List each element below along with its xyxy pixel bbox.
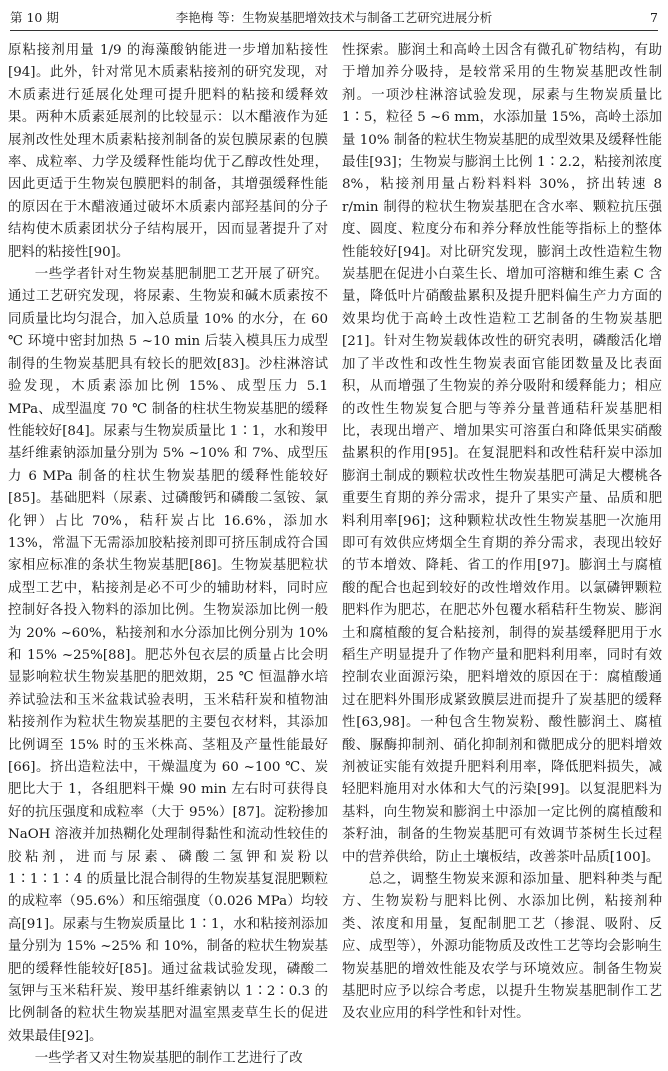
- paragraph: 总之，调整生物炭来源和添加量、肥料种类与配方、生物炭粉与肥料比例、水添加比例，粘接剂种类、浓度和用量，复配制肥工艺（掺混、吸附、反应、成型等），外源功能物质及改性工艺等均会影响生物炭基肥的增效性能及农学与环境效应。制备生物炭基肥时应予以综合考虑，以提升生物炭基肥制作工艺及农业应用的科学性和针对性。: [342, 872, 662, 1022]
- paragraph: 原粘接剂用量 1/9 的海藻酸钠能进一步增加粘接性[94]。此外，针对常见木质素粘接剂的研究发现，对木质素进行延展化处理可提升肥料的粘接和缓释效果。两种木质素延展剂的比较显示：以木醋液作为延展剂改性处理木质素粘接剂制备的炭包膜尿素的包膜率、成粒率、力学及缓释性能均优于乙醇改性处理，因此更适于生物炭包膜肥料的制备，其增强缓释性能的原因在于木醋液通过破坏木质素内部羟基间的分子结构使木质素团状分子结构展开，因而显著提升了对肥料的粘接性[90]。: [8, 43, 328, 260]
- paragraph: 一些学者又对生物炭基肥的制作工艺进行了改: [34, 1051, 303, 1067]
- page-number: 7: [650, 9, 658, 25]
- left-column: [8, 40, 328, 1067]
- running-title: 李艳梅 等：生物炭基肥增效技术与制备工艺研究进展分析: [175, 10, 493, 25]
- paragraph: 一些学者针对生物炭基肥制肥工艺开展了研究。通过工艺研究发现，将尿素、生物炭和碱木质素按不同质量比均匀混合，加入总质量 10% 的水分，在 60 ℃ 环境中密封加热 5 ~10 min 后装入模具压力成型制得的生物炭基肥具有较长的肥效[83]。沙柱淋溶试验发现，木质素添加比例 15%、成型压力 5.1 MPa、成型温度 70 ℃ 制备的柱状生物炭基肥的缓释性能较好[84]。尿素与生物炭质量比 1∶1，水和羧甲基纤维素钠添加量分别为 5% ~10% 和 7%、成型压力 6 MPa 制备的柱状生物炭基肥的缓释性能较好[85]。基础肥料（尿素、过磷酸钙和磷酸二氢铵、氯化钾）占比 70%，秸秆炭占比 16.6%，添加水 13%，常温下无需添加胶粘接剂即可挤压制成符合国家相应标准的条状生物炭基肥[86]。生物炭基肥粒状成型工艺中，粘接剂是必不可少的辅助材料，同时应控制好各投入物料的添加比例。生物炭添加比例一般为 20% ~60%，粘接剂和水分添加比例分别为 10% 和 15% ~25%[88]。肥芯外包衣层的质量占比会明显影响粒状生物炭基肥的肥效期，25 ℃ 恒温静水培养试验法和玉米盆栽试验表明，玉米秸秆炭和植物油粘接剂作为粒状生物炭基肥的主要包衣材料，其添加比例调至 15% 时的玉米株高、茎粗及产量性能最好[66]。挤出造粒法中，干燥温度为 60 ~100 ℃、炭肥比大于 1，各组肥料干燥 90 min 左右时可获得良好的抗压强度和成粒率（大于 95%）[87]。淀粉掺加 NaOH 溶液并加热糊化处理制得黏性和流动性较佳的胶粘剂，进而与尿素、磷酸二氢钾和炭粉以 1∶1∶1∶4 的质量比混合制得的生物炭基复混肥颗粒的成粒率（95.6%）和压缩强度（0.026 MPa）均较高[91]。尿素与生物炭质量比 1∶1，水和粘接剂添加量分别为 15% ~25% 和 10%，制备的粒状生物炭基肥的缓释性能较好[85]。通过盆栽试验发现，磷酸二氢钾与玉米秸秆炭、羧甲基纤维素钠以 1∶2∶0.3 的比例制备的粒状生物炭基肥对温室黑麦草生长的促进效果最佳[92]。: [8, 267, 328, 1044]
- running-header: [10, 6, 658, 28]
- paragraph: 性探索。膨润土和高岭土因含有微孔矿物结构，有助于增加养分吸持，是较常采用的生物炭基肥改性制剂。一项沙柱淋溶试验发现，尿素与生物炭质量比 1∶5，粒径 5 ~6 mm，水添加量 15%，高岭土添加量 10% 制备的粒状生物炭基肥的成型效果及缓释性能最佳[93]；生物炭与膨润土比例 1∶2.2，粘接剂浓度 8%，粘接剂用量占粉料料料 30%，挤出转速 8 r/min 制得的粒状生物炭基肥在含水率、颗粒抗压强度、圆度、粒度分布和养分释放性能等指标上的整体性能较好[94]。对比研究发现，膨润土改性造粒生物炭基肥在促进小白菜生长、增加可溶糖和维生素 C 含量，降低叶片硝酸盐累积及提升肥料偏生产力方面的效果均优于高岭土改性造粒工艺制备的生物炭基肥[21]。针对生物炭载体改性的研究表明，磷酸活化增加了半改性和改性生物炭表面官能团数量及比表面积，从而增强了生物炭的养分吸附和缓释能力；相应的改性生物炭复合肥与等养分量普通秸秆炭基肥相比，表现出增产、增加果实可溶蛋白和降低果实硝酸盐累积的作用[95]。在复混肥料和改性秸秆炭中添加膨润土制成的颗粒状改性生物炭基肥可满足大樱桃各重要生育期的养分需求，提升了果实产量、品质和肥料利用率[96]；这种颗粒状改性生物炭基肥一次施用即可有效供应烤烟全生育期的养分需求，表现出较好的节本增效、降耗、省工的作用[97]。膨润土与腐植酸的配合也起到较好的改性增效作用。以氯磷钾颗粒肥料作为肥芯，在肥芯外包覆水稻秸秆生物炭、膨润土和腐植酸的复合粘接剂，制得的炭基缓释肥用于水稻生产明显提升了作物产量和肥料利用率，同时有效控制农业面源污染，肥料增效的原因在于：腐植酸通过在肥料外围形成紧致膜层进而提升了炭基肥的缓释性[63,98]。一种包含生物炭粉、酸性膨润土、腐植酸、脲酶抑制剂、硝化抑制剂和微肥成分的肥料增效剂被证实能有效提升肥料利用率，降低肥料损失，减轻肥料施用对水体和大气的污染[99]。以复混肥料为基料，向生物炭和膨润土中添加一定比例的腐植酸和茶籽油，制备的生物炭基肥可有效调节茶树生长过程中的营养供给，防止土壤板结，改善茶叶品质[100]。: [342, 43, 662, 865]
- issue-label: 第 10 期: [10, 10, 59, 25]
- header-rule: [10, 30, 658, 31]
- right-column: [342, 40, 662, 1022]
